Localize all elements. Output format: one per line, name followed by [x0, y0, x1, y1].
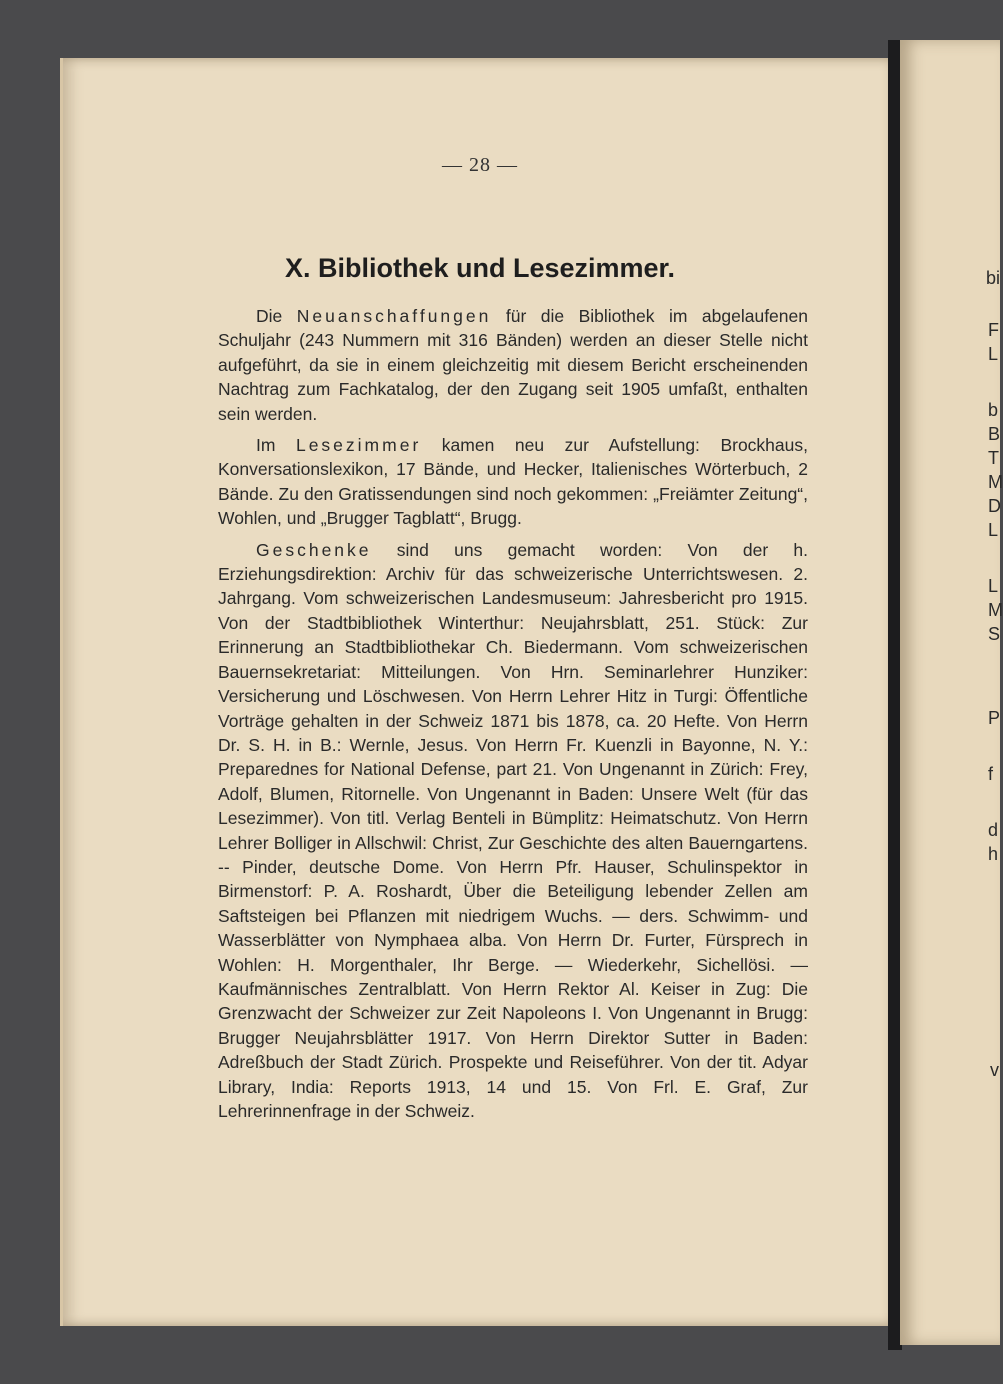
paragraph-prefix: Im: [256, 435, 296, 456]
paragraph-prefix: Die: [256, 306, 297, 326]
right-page-fragment: P: [988, 708, 1001, 728]
body-text: [218, 304, 808, 1130]
right-page-fragment: M: [988, 600, 1003, 620]
left-page: [60, 58, 897, 1326]
paragraph-neuanschaffungen: [218, 304, 808, 426]
right-page-fragment: L: [988, 520, 999, 540]
right-page-fragment: T: [988, 448, 999, 468]
right-page-fragment: S: [988, 624, 1001, 644]
right-page-fragment: v: [990, 1060, 999, 1080]
right-page-fragment: D: [988, 496, 1001, 516]
right-page: [900, 40, 1003, 1345]
page-number: — 28 —: [442, 154, 518, 176]
right-page-fragment: F: [988, 320, 999, 340]
right-page-fragment: f: [988, 764, 994, 784]
paragraph-lesezimmer: [218, 433, 808, 531]
right-page-fragment: bi: [986, 268, 1001, 288]
right-page-fragment: M: [988, 472, 1003, 492]
right-page-fragment: h: [988, 844, 999, 864]
right-page-fragment: L: [988, 576, 999, 596]
paragraph-geschenke: [218, 538, 808, 1124]
right-page-fragment: B: [988, 424, 1001, 444]
right-page-fragment: b: [988, 400, 999, 420]
section-heading: X. Bibliothek und Lesezimmer.: [284, 253, 676, 283]
emphasis-term: Neuanschaffungen: [296, 306, 492, 326]
paragraph-text: kamen neu zur Aufstellung: Brockhaus, Konversationslexikon, 17 Bände, und Hecker, Italienisches Wörterbuch, 2 Bände. Zu den Gratissendungen sind noch gekommen: „Freiämter Zeitung“, Wohlen, und „Brugger Tagblatt“, Brugg.: [218, 435, 808, 529]
paragraph-text: sind uns gemacht worden: Von der h. Erziehungsdirektion: Archiv für das schweizerische Unterrichtswesen. 2. Jahrgang. Vom schweizerischen Landesmuseum: Jahresbericht pro 1915. Von der Stadtbibliothek Winterthur: Neujahrsblatt, 251. Stück: Zur Erinnerung an Stadtbibliothekar Ch. Biedermann. Vom schweizerischen Bauernsekretariat: Mitteilungen. Von Hrn. Seminarlehrer Hunziker: Versicherung und Löschwesen. Von Herrn Lehrer Hitz in Turgi: Öffentliche Vorträge gehalten in der Schweiz 1871 bis 1878, ca. 20 Hefte. Von Herrn Dr. S. H. in B.: Wernle, Jesus. Von Herrn Fr. Kuenzli in Bayonne, N. Y.: Preparednes for National Defense, part 21. Von Ungenannt in Zürich: Frey, Adolf, Blumen, Ritornelle. Von Ungenannt in Baden: Unsere Welt (für das Lesezimmer). Von titl. Verlag Benteli in Bümplitz: Heimatschutz. Von Herrn Lehrer Bolliger in Allschwil: Christ, Zur Geschichte des alten Bauerngartens. -- Pinder, deutsche Dome. Von Herrn Pfr. Hauser, Schulinspektor in Birmenstorf: P. A. Roshardt, Über die Beteiligung lebender Zellen am Saftsteigen bei Pflanzen mit niedrigem Wuchs. — ders. Schwimm- und Wasserblätter von Nymphaea alba. Von Herrn Dr. Furter, Fürsprech in Wohlen: H. Morgenthaler, Ihr Berge. — Wiederkehr, Sichellösi. — Kaufmännisches Zentralblatt. Von Herrn Rektor Al. Keiser in Zug: Die Grenzwacht der Schweizer zur Zeit Napoleons I. Von Ungenannt in Brugg: Brugger Neujahrsblätter 1917. Von Herrn Direktor Sutter in Baden: Adreßbuch der Stadt Zürich. Prospekte und Reiseführer. Von der tit. Adyar Library, India: Reports 1913, 14 und 15. Von Frl. E. Graf, Zur Lehrerinnenfrage in der Schweiz.: [218, 539, 808, 1121]
emphasis-term: Lesezimmer: [295, 435, 422, 456]
paragraph-text: für die Bibliothek im abgelaufenen Schuljahr (243 Nummern mit 316 Bänden) werden an dieser Stelle nicht aufgeführt, da sie in einem gleichzeitig mit diesem Bericht erscheinenden Nachtrag zum Fachkatalog, der den Zugang seit 1905 umfaßt, enthalten sein werden.: [218, 306, 808, 424]
right-page-fragment: d: [988, 820, 999, 840]
emphasis-term: Geschenke: [256, 539, 372, 560]
right-page-fragment: L: [988, 344, 999, 364]
